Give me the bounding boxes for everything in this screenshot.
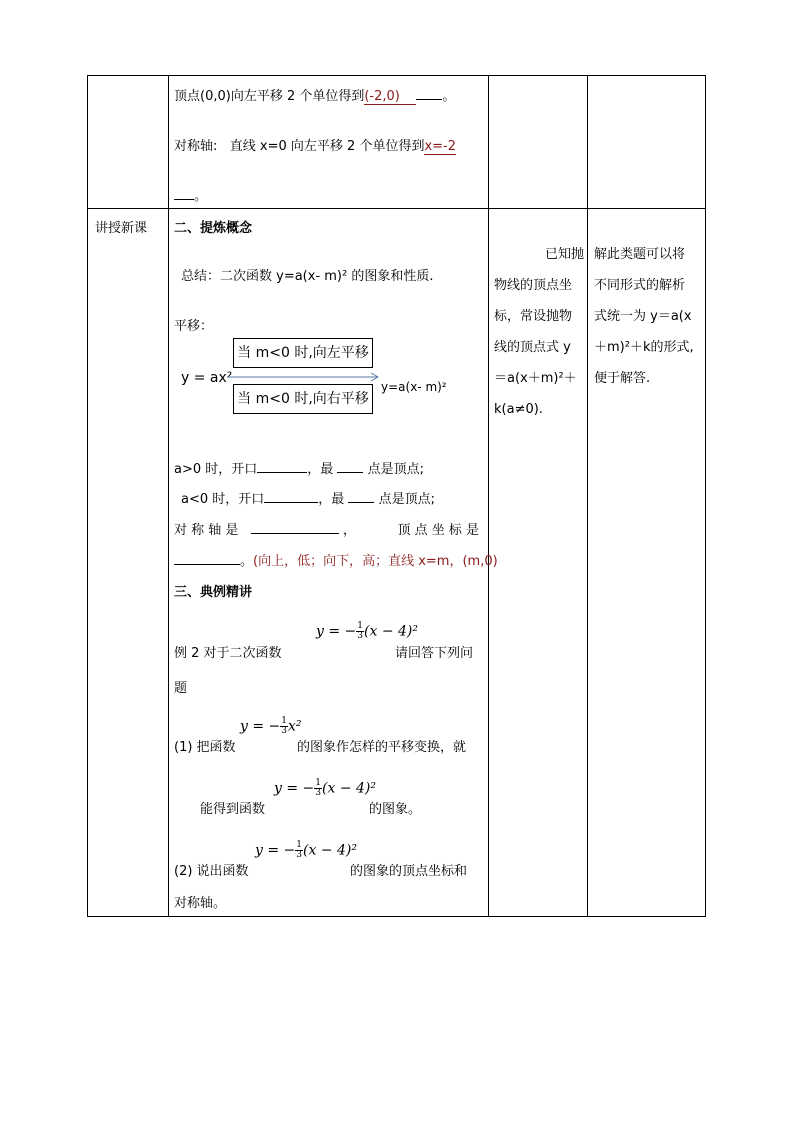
teaching-note: 已知抛 物线的顶点坐 标，常设抛物 线的顶点式 y ＝a(x＋m)²＋ k(a≠0). <box>494 247 584 417</box>
property-answer: 。(向上，低；向下，高；直线 x=m，(m,0) <box>174 550 498 569</box>
property-a-positive: a>0 时，开口 ，最 点是顶点; <box>174 462 424 477</box>
question1-prefix: (1) 把函数 <box>174 740 236 755</box>
equation-base: y = − $\frac{1}{3}$ x² <box>240 716 302 736</box>
equation-question2: y = − $\frac{1}{3}$ (x − 4)² <box>255 840 357 860</box>
column-divider <box>168 76 169 916</box>
equation-target: y = − $\frac{1}{3}$ (x − 4)² <box>274 778 376 798</box>
equation-example: y = − $\frac{1}{3}$ (x − 4)² <box>316 621 418 641</box>
row1-line2: 对称轴: 直线 x=0 向左平移 2 个单位得到x=-2 <box>174 139 457 154</box>
property-axis: 对 称 轴 是 ， 顶 点 坐 标 是 <box>174 523 479 538</box>
section-label: 讲授新课 <box>95 221 148 236</box>
example-suffix: 请回答下列问 <box>395 646 474 661</box>
column-divider <box>488 76 489 916</box>
heading-concept: 二、提炼概念 <box>174 221 253 236</box>
axis-answer: x=-2 <box>424 139 457 154</box>
design-note: 解此类题可以将 不同形式的解析 式统一为 y＝a(x ＋m)²＋k的形式, 便于解答. <box>594 247 694 386</box>
result-equation: y=a(x- m)² <box>381 380 447 394</box>
row-divider <box>88 208 705 209</box>
arrow-icon <box>228 371 388 383</box>
property-answer-text: (向上，低；向下，高；直线 x=m，(m,0) <box>253 554 498 569</box>
row1-line1: 顶点(0,0)向左平移 2 个单位得到(-2,0) 。 <box>174 89 456 104</box>
question2-prefix: (2) 说出函数 <box>174 864 249 879</box>
example-line2: 题 <box>174 681 188 696</box>
lesson-table <box>87 75 706 917</box>
translate-label: 平移： <box>174 319 214 334</box>
row1-line3: 。 <box>174 185 207 204</box>
heading-examples: 三、典例精讲 <box>174 585 253 600</box>
question1-line2-prefix: 能得到函数 <box>200 802 266 817</box>
vertex-answer: (-2,0) <box>364 89 416 105</box>
example-label: 例 2 对于二次函数 <box>174 646 282 661</box>
question1-suffix: 的图象作怎样的平移变换，就 <box>297 740 467 755</box>
question2-line2: 对称轴。 <box>174 896 227 911</box>
summary-text: 总结：二次函数 y=a(x- m)² 的图象和性质. <box>181 269 434 284</box>
base-equation: y = ax² <box>181 370 233 386</box>
column-divider <box>587 76 588 916</box>
property-a-negative: a<0 时，开口 ，最 点是顶点; <box>181 492 435 507</box>
question1-line2-suffix: 的图象。 <box>369 802 422 817</box>
shift-left-box: 当 m<0 时,向左平移 <box>233 338 373 368</box>
shift-right-box: 当 m<0 时,向右平移 <box>233 384 373 414</box>
question2-suffix: 的图象的顶点坐标和 <box>350 864 468 879</box>
